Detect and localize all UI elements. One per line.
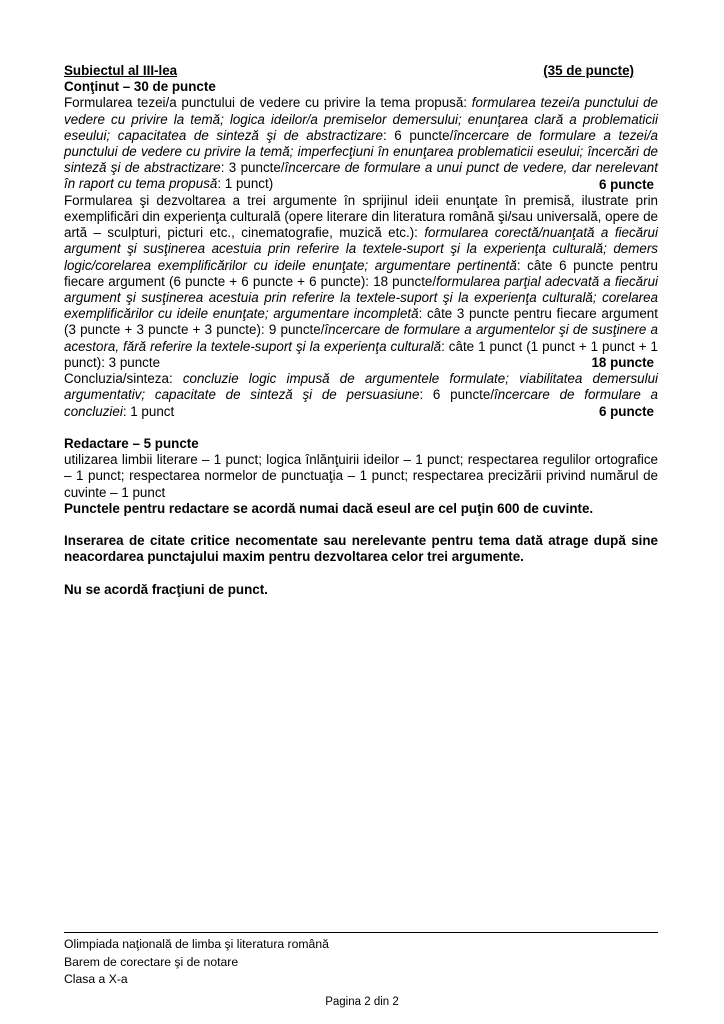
criterion-thesis-points: 6 puncte bbox=[598, 176, 654, 192]
section-title: Subiectul al III-lea bbox=[64, 63, 178, 78]
document-body bbox=[64, 63, 658, 598]
footer bbox=[64, 936, 329, 989]
footer-barem: Barem de corectare şi de notare bbox=[64, 954, 239, 969]
criterion-conclusion-points: 6 puncte bbox=[598, 403, 654, 419]
criterion-arguments: Formularea şi dezvoltarea a trei argumente în sprijinul ideii enunţate în premisă, ilustrate prin exemplificări din experienţa culturală (opere literare din literatura română şi/sau universală, opere de artă – sculpturi, picturi etc., cinematografie, muzică etc.): formularea corectă/nuanţată a fiecărui argument şi susţinerea acestuia prin referire la textele-suport şi la experienţa culturală; demers logic/corelarea exemplificărilor cu ideile enunţate; argumentare pertinentă: câte 6 puncte pentru fiecare argument (6 puncte + 6 puncte + 6 puncte): 18 puncte/formularea parţial adecvată a fiecărui argument şi susţinerea acestuia prin referire la textele-suport şi la experienţa culturală; corelarea exemplificărilor cu ideile enunţate; argumentare incompletă: câte 3 puncte pentru fiecare argument (3 puncte + 3 puncte + 3 puncte): 9 puncte/încercare de formulare a argumentelor şi de susţinere a acestora, fără referire la textele-suport şi la experienţa culturală: câte 1 punct (1 punct + 1 punct + 1 punct): 3 puncte bbox=[64, 192, 658, 370]
redactare-note: Punctele pentru redactare se acordă numai dacă eseul are cel puţin 600 de cuvinte. bbox=[64, 500, 594, 516]
section-header bbox=[64, 63, 658, 79]
criterion-arguments-points: 18 puncte bbox=[591, 355, 654, 371]
footer-class: Clasa a X-a bbox=[64, 972, 128, 986]
footer-olympiad: Olimpiada naţională de limba şi literatura română bbox=[64, 937, 329, 951]
page-number: Pagina 2 din 2 bbox=[325, 996, 399, 1008]
section-points: (35 de puncte) bbox=[543, 63, 634, 78]
fraction-note: Nu se acordă fracţiuni de punct. bbox=[64, 581, 268, 597]
citation-note: Inserarea de citate critice necomentate sau nerelevante pentru tema dată atrage după sine neacordarea punctajului maxim pentru dezvoltarea celor trei argumente. bbox=[64, 533, 658, 565]
redactare-text: utilizarea limbii literare – 1 punct; logica înlănţuirii ideilor – 1 punct; respectarea regulilor ortografice – 1 punct; respectarea normelor de punctuaţia – 1 punct; respectarea precizării privind numărul de cuvinte – 1 punct bbox=[64, 452, 658, 500]
criterion-thesis: Formularea tezei/a punctului de vedere cu privire la tema propusă: formularea tezei/a punctului de vedere cu privire la temă; logica ideilor/a premiselor demersului; enunţarea clară a problematicii eseului; capacitatea de sinteză şi de abstractizare: 6 puncte/încercare de formulare a tezei/a punctului de vedere cu privire la temă; imperfecţiuni în enunţarea problematicii eseului; încercări de sinteză şi de abstractizare: 3 puncte/încercare de formulare a unui punct de vedere, dar nerelevant în raport cu tema propusă: 1 punct) bbox=[64, 95, 658, 192]
footer-divider bbox=[64, 932, 658, 933]
content-heading: Conţinut – 30 de puncte bbox=[64, 79, 216, 95]
redactare-heading: Redactare – 5 puncte bbox=[64, 436, 199, 452]
criterion-conclusion: Concluzia/sinteza: concluzie logic impusă de argumentele formulate; viabilitatea demersului argumentativ; capacitate de sinteză şi de persuasiune: 6 puncte/încercare de formulare a concluziei: 1 punct bbox=[64, 371, 658, 419]
